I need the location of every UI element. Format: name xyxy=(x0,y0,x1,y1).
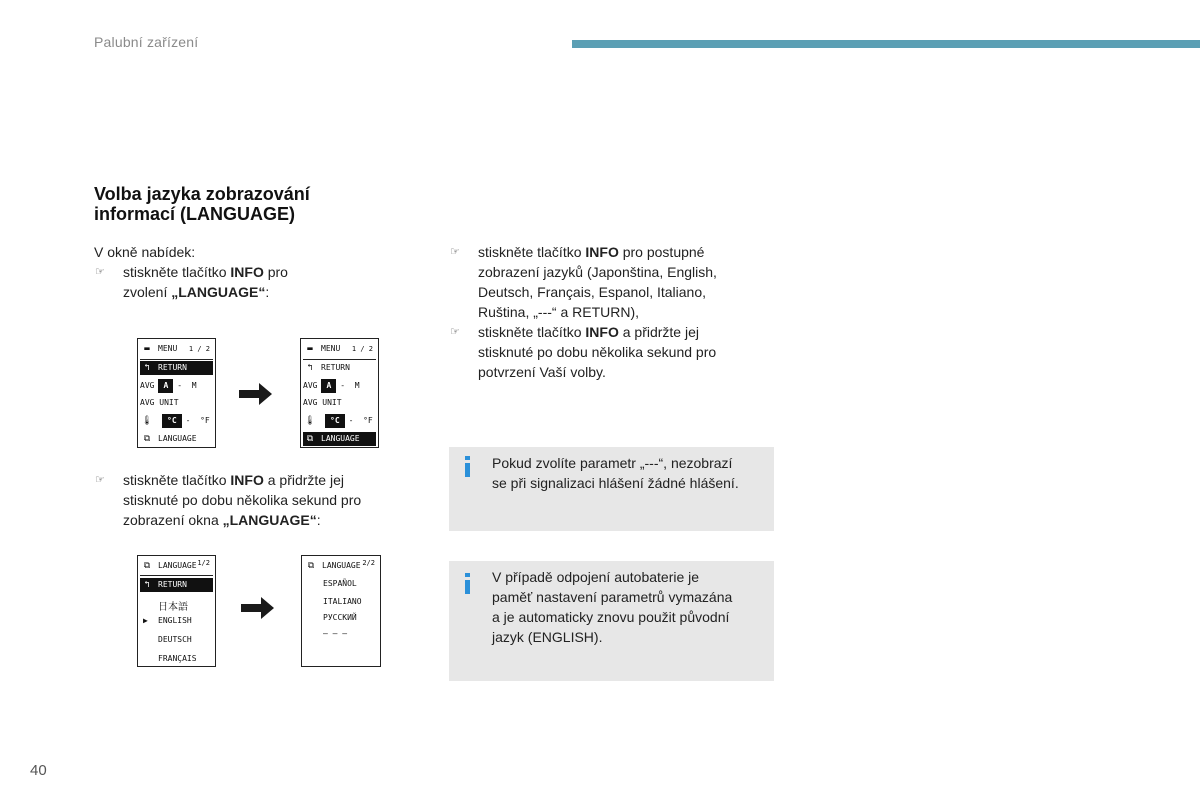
toolbox-icon: ▬ xyxy=(144,344,150,354)
pointing-hand-icon: ☞ xyxy=(95,266,105,278)
right-steps xyxy=(449,242,774,382)
info-note-2: V případě odpojení autobaterie je paměť nastavení parametrů vymazána a je automaticky znovu použit původní jazyk (ENGLISH). xyxy=(449,561,774,681)
language-icon: ⧉ xyxy=(306,434,314,444)
pointing-hand-icon: ☞ xyxy=(450,326,460,338)
language-screen-page-1: ⧉ LANGUAGE 1/2 ↰ RETURN 日本語 ▶ ENGLISH DEUTSCH FRANÇAIS xyxy=(137,555,216,667)
section-title: Volba jazyka zobrazování informací (LANGUAGE) xyxy=(94,184,310,224)
selection-marker-icon: ▶ xyxy=(143,616,148,625)
header-accent-bar xyxy=(572,40,1200,48)
info-icon xyxy=(465,456,470,460)
language-icon: ⧉ xyxy=(143,434,151,444)
return-arrow-icon: ↰ xyxy=(144,580,150,590)
pointing-hand-icon: ☞ xyxy=(450,246,460,258)
language-icon: ⧉ xyxy=(143,561,151,571)
info-note-1: Pokud zvolíte parametr „---“, nezobrazí se při signalizaci hlášení žádné hlášení. xyxy=(449,447,774,531)
step-3: ☞ stiskněte tlačítko INFO pro postupné zobrazení jazyků (Japonština, English, Deutsch, Français, Espanol, Italiano, Ruština, „---“ a RETURN), xyxy=(450,244,717,320)
return-arrow-icon: ↰ xyxy=(144,363,150,373)
left-steps-bottom xyxy=(94,470,404,530)
page-number: 40 xyxy=(30,762,47,779)
menu-screen-after: ▬ MENU 1 / 2 ↰ RETURN AVG A - M AVG UNIT 🌡 °C - °F ⧉ LANGUAGE xyxy=(300,338,379,448)
right-arrow-icon xyxy=(241,596,275,620)
step-4: ☞ stiskněte tlačítko INFO a přidržte jej stisknuté po dobu několika sekund pro potvrzení Vaší volby. xyxy=(450,324,717,380)
info-icon xyxy=(465,573,470,577)
toolbox-icon: ▬ xyxy=(307,344,313,354)
return-arrow-icon: ↰ xyxy=(307,363,313,373)
right-arrow-icon xyxy=(239,382,273,406)
thermometer-icon: 🌡 xyxy=(141,416,153,426)
intro-text: V okně nabídek: xyxy=(94,244,196,260)
thermometer-icon: 🌡 xyxy=(304,416,316,426)
language-icon: ⧉ xyxy=(307,561,315,571)
menu-screen-before: ▬ MENU 1 / 2 ↰ RETURN AVG A - M AVG UNIT 🌡 °C - °F ⧉ LANGUAGE xyxy=(137,338,216,448)
pointing-hand-icon: ☞ xyxy=(95,474,105,486)
step-1: ☞ stiskněte tlačítko INFO pro zvolení „LANGUAGE“: xyxy=(95,264,288,300)
step-2: ☞ stiskněte tlačítko INFO a přidržte jej stisknuté po dobu několika sekund pro zobrazení okna „LANGUAGE“: xyxy=(95,472,362,528)
running-header: Palubní zařízení xyxy=(94,34,199,50)
left-steps-top xyxy=(94,242,404,302)
language-screen-page-2: ⧉ LANGUAGE 2/2 ESPAÑOL ITALIANO РУССКИЙ — — — xyxy=(301,555,381,667)
